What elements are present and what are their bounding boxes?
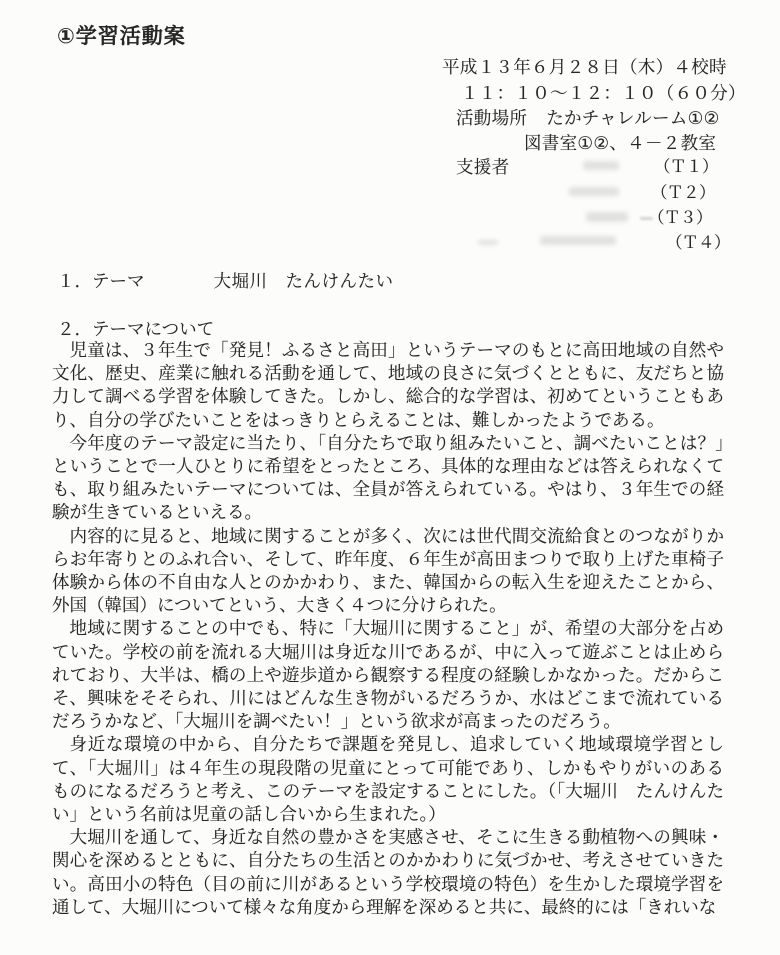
redacted-name-smudge bbox=[540, 236, 616, 245]
theme-section-label: １．テーマ bbox=[57, 271, 145, 291]
body-paragraph: 大堀川を通して、身近な自然の豊かさを実感させ、そこに生きる動植物への興味・関心を深めるとともに、自分たちの生活とのかかわりに気づかせ、考えさせていきたい。高田小の特色（目の前に川があるという学校環境の特色）を生かした環境学習を通して、大堀川について様々な角度から理解を深めると共に、最終的には「きれいな bbox=[52, 827, 724, 917]
theme-section-value: 大堀川 たんけんたい bbox=[213, 271, 394, 291]
redacted-name-smudge bbox=[478, 240, 498, 245]
place-label: 活動場所 bbox=[456, 108, 528, 128]
supporter-code-t3: （Ｔ３） bbox=[648, 209, 712, 227]
supporter-code-t1: （Ｔ１） bbox=[654, 158, 718, 176]
redacted-name-smudge bbox=[586, 212, 628, 222]
body-paragraph: 今年度のテーマ設定に当たり、「自分たちで取り組みたいこと、調べたいことは？」ということで一人ひとりに希望をとったところ、具体的な理由などは答えられなくても、取り組みたいテーマについては、全員が答えられている。やはり、３年生での経験が生きているといえる。 bbox=[52, 432, 724, 523]
redacted-name-smudge bbox=[569, 187, 619, 196]
header-place-line-2: 図書室①②、４－２教室 bbox=[524, 133, 717, 153]
theme-section-line bbox=[57, 268, 394, 293]
about-section-heading: ２．テーマについて bbox=[57, 319, 215, 339]
about-paragraphs bbox=[52, 339, 724, 919]
supporter-code-t2: （Ｔ２） bbox=[651, 184, 715, 202]
supporter-code-t4: （Ｔ４） bbox=[666, 234, 730, 252]
place-value: たかチャレルーム①② bbox=[546, 108, 720, 128]
body-paragraph: 身近な環境の中から、自分たちで課題を発見し、追求していく地域環境学習として、「大堀川」は４年生の現段階の児童にとって可能であり、しかもやりがいのあるものになるだろうと考え、このテーマを設定することにした。（「大堀川 たんけんたい」という名前は児童の話し合いから生まれた。） bbox=[52, 734, 724, 825]
header-time: １１：１０～１２：１０（６０分） bbox=[461, 83, 746, 103]
body-paragraph: 内容的に見ると、地域に関することが多く、次には世代間交流給食とのつながりからお年寄りとのふれ合い、そして、昨年度、６年生が高田まつりで取り上げた車椅子体験から体の不自由な人とのかかわり、また、韓国からの転入生を迎えたことから、外国（韓国）についてという、大きく４つに分けられた。 bbox=[52, 525, 724, 616]
body-paragraph: 地域に関することの中でも、特に「大堀川に関すること」が、希望の大部分を占めていた。学校の前を流れる大堀川は身近な川であるが、中に入って遊ぶことは止められており、大半は、橋の上や遊歩道から観察する程度の経験しかなかった。だからこそ、興味をそそられ、川にはどんな生き物がいるだろうか、水はどこまで流れているだろうかなど、「大堀川を調べたい！」という欲求が高まったのだろう。 bbox=[52, 618, 724, 732]
header-date: 平成１３年６月２８日（木）４校時 bbox=[442, 57, 727, 77]
page-title: ①学習活動案 bbox=[57, 25, 186, 48]
redacted-name-smudge bbox=[583, 161, 619, 170]
supporter-label: 支援者 bbox=[456, 157, 510, 177]
body-paragraph: 児童は、３年生で「発見！ふるさと高田」というテーマのもとに高田地域の自然や文化、歴史、産業に触れる活動を通して、地域の良さに気づくとともに、友だちと協力して調べる学習を体験してきた。しかし、総合的な学習は、初めてということもあり、自分の学びたいことをはっきりとらえることは、難しかったようである。 bbox=[52, 340, 724, 430]
header-place-line bbox=[456, 105, 720, 130]
